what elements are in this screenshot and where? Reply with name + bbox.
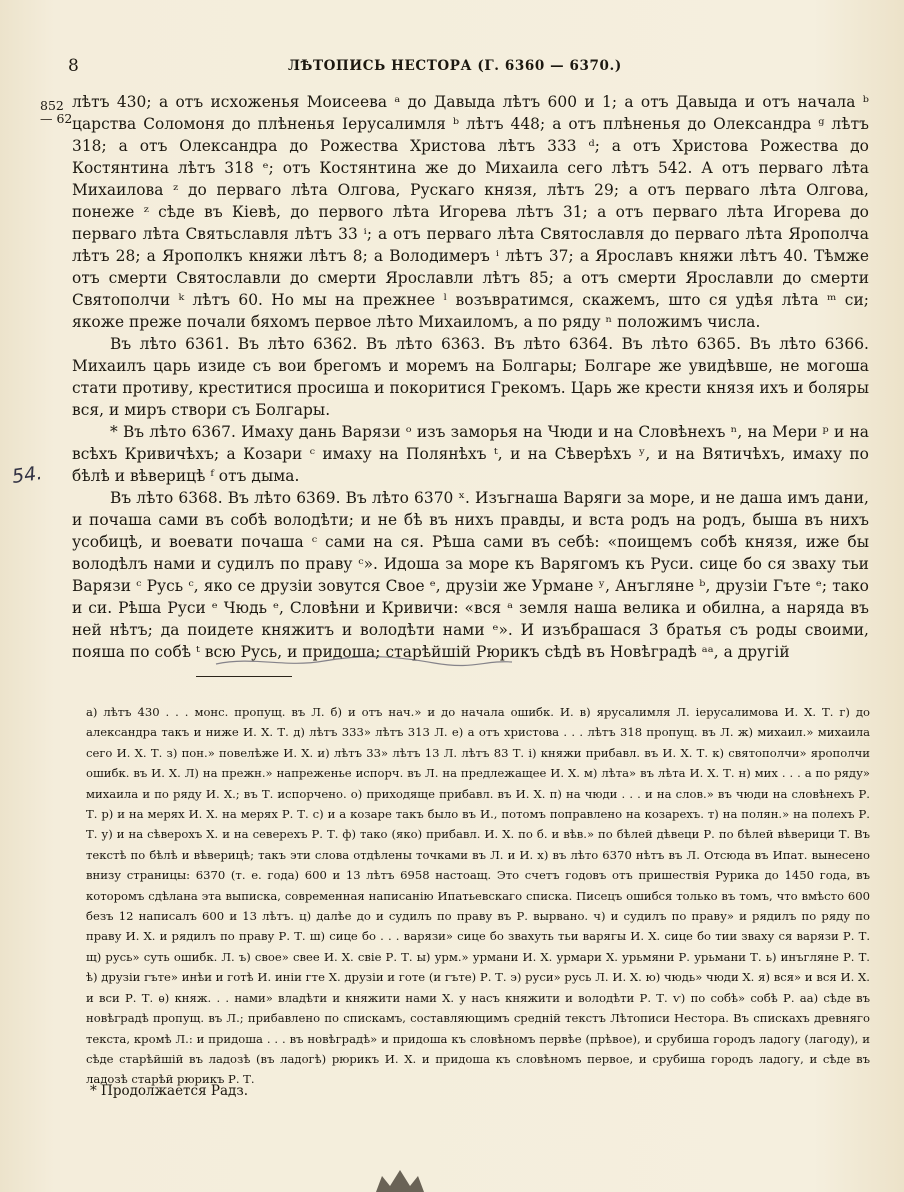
footnote-divider [196,676,292,677]
paragraph-1: лѣтъ 430; а отъ исхоженья Моисеева ᵃ до Давыда лѣтъ 600 и 1; а отъ Давыда и отъ начала ᵇ царства Соломоня до плѣненья Іерусалимля ᵇ лѣтъ 448; а отъ плѣненья до Олександра ᵍ лѣтъ 318; а отъ Олександра до Рожества Христова лѣтъ 333 ᵈ; а отъ Христова Рожества до Костянтина лѣтъ 318 ᵉ; отъ Костянтина же до Михаила сего лѣтъ 542. А отъ перваго лѣта Михаилова ᶻ до перваго лѣта Олгова, Рускаго князя, лѣтъ 29; а отъ перваго лѣта Олгова, понеже ᶻ сѣде въ Кіевѣ, до первого лѣта Игорева лѣтъ 31; а отъ перваго лѣта Игорева до перваго лѣта Святьславля лѣтъ 33 ⁱ; а отъ перваго лѣта Святославля до перваго лѣта Ярополча лѣтъ 28; а Ярополкъ княжи лѣтъ 8; а Володимеръ ⁱ лѣтъ 37; а Ярославъ княжи лѣтъ 40. Тѣмже отъ смерти Святославли до смерти Ярославли лѣтъ 85; а отъ смерти Ярославли до смерти Святополчи ᵏ лѣтъ 60. Но мы на прежнее ˡ возъвратимся, скажемъ, што ся удѣя лѣта ᵐ си; якоже преже почали бяхомъ первое лѣто Михаиломъ, а по ряду ⁿ положимъ числа. [72,93,869,331]
margin-year-end: — 62 [40,111,73,126]
library-stamp-partial [370,1168,430,1192]
running-title: ЛѢТОПИСЬ НЕСТОРА (Г. 6360 — 6370.) [288,58,622,74]
paragraph-2: Въ лѣто 6361. Въ лѣто 6362. Въ лѣто 6363. Въ лѣто 6364. Въ лѣто 6365. Въ лѣто 6366. Михаилъ царь изиде съ вои брегомъ и моремъ на Болгары; Болгаре же увидѣвше, не могоша стати противу, креститися просиша и покоритися Грекомъ. Царь же крести князя ихъ и боляры вся, и миръ створи съ Болгары. [72,335,869,419]
page-header [68,56,868,80]
handwritten-margin-note: 54. [10,462,44,488]
margin-year-range [40,99,72,125]
paragraph-3: * Въ лѣто 6367. Имаху дань Варязи ᵒ изъ заморья на Чюди и на Словѣнехъ ⁿ, на Мери ᵖ и на всѣхъ Кривичѣхъ; а Козари ᶜ имаху на Полянѣхъ ᵗ, и на Сѣверѣхъ ʸ, и на Вятичѣхъ, имаху по бѣлѣ и вѣверицѣ ᶠ отъ дыма. [72,423,869,485]
pen-stroke-mark [214,652,514,670]
paragraph-4: Въ лѣто 6368. Въ лѣто 6369. Въ лѣто 6370 ˣ. Изъгнаша Варяги за море, и не даша имъ дани, и почаша сами въ собѣ володѣти; и не бѣ въ нихъ правды, и вста родъ на родъ, быша въ нихъ усобицѣ, и воевати почаша ᶜ сами на ся. Рѣша сами въ себѣ: «поищемъ собѣ князя, иже бы володѣлъ нами и судилъ по праву ᶜ». Идоша за море къ Варягомъ къ Руси. сице бо ся зваху тьи Варязи ᶜ Русь ᶜ, яко се друзіи зовутся Свое ᵉ, друзіи же Урмане ʸ, Анъгляне ᵇ, друзіи Гъте ᵉ; тако и си. Рѣша Руси ᵉ Чюдь ᵉ, Словѣни и Кривичи: «вся ᵃ земля наша велика и обилна, а наряда въ ней нѣтъ; да поидете княжитъ и володѣти нами ᵉ». И изъбрашася 3 братья съ роды своими, пояша по собѣ ᵗ всю Русь, и придоша; старѣйшій Рюрикъ сѣдѣ въ Новѣградѣ ᵃᵃ, а другій [72,489,869,661]
footnotes: а) лѣтъ 430 . . . монс. пропущ. въ Л. б) и отъ нач.» и до начала ошибк. И. в) ярусалимля Л. іерусалимова И. Х. Т. г) до александра такъ и ниже И. Х. Т. д) лѣтъ 333» лѣтъ 313 Л. е) а отъ христова . . . лѣтъ 318 пропущ. въ Л. ж) михаил.» михаила сего И. Х. Т. з) пон.» повелѣже И. Х. и) лѣтъ 33» лѣтъ 13 Л. лѣтъ 83 Т. і) княжи прибавл. въ И. Х. Т. к) святополчи» ярополчи ошибк. въ И. Х. Л) на прежн.» напреженье испорч. въ Л. на предлежащее И. Х. м) лѣта» въ лѣта И. Х. Т. н) мих . . . а по ряду» михаила и по ряду И. Х.; въ Т. испорчено. о) приходяще прибавл. въ И. Х. п) на чюди . . . и на слов.» въ чюди на словѣнехъ Р. Т. р) и на мерях И. Х. на мерях Р. Т. с) и а козаре такъ было въ И., потомъ поправлено на козарехъ. т) на полян.» на полехъ Р. Т. у) и на сѣверохъ Х. и на северехъ Р. Т. ф) тако (яко) прибавл. И. Х. по б. и вѣв.» по бѣлей дѣвеци Р. по бѣлей вѣверици Т. Въ текстѣ по бѣлѣ и вѣверицѣ; такъ эти слова отдѣлены точками въ Л. и И. х) въ лѣто 6370 нѣтъ въ Л. Отсюда въ Ипат. вынесено внизу страницы: 6370 (т. е. года) 600 и 13 лѣтъ 6958 настоащ. Это счетъ годовъ отъ пришествія Рурика до 1450 года, въ которомъ сдѣлана эта выписка, современная написанію Ипатьевскаго списка. Писецъ ошибся только въ томъ, что вмѣсто 600 безъ 12 написалъ 600 и 13 лѣтъ. ц) далѣе до и судилъ по праву въ Р. вырвано. ч) и судилъ по праву» и рядилъ по ряду по праву И. Х. и рядилъ по праву Р. Т. ш) сице бо . . . варязи» сице бо звахуть тьи варягы И. Х. сице бо тии зваху ся варязи Р. Т. щ) русь» суть ошибк. Л. ъ) свое» свее И. Х. свіе Р. Т. ы) урм.» урмани И. Х. урмари Х. урьмяни Р. урьмани Т. ь) инъгляне Р. Т. ѣ) друзіи гъте» инѣи и готѣ И. иніи гте Х. друзіи и готе (и гъте) Р. Т. э) руси» русь Л. И. Х. ю) чюдь» чюди Х. я) вся» и вся И. Х. и вси Р. Т. ѳ) княж. . . нами» владѣти и княжити нами Х. у насъ княжити и володѣти Р. Т. ѵ) по собѣ» собѣ Р. аа) сѣде въ новѣградѣ пропущ. въ Л.; прибавлено по спискамъ, составляющимъ средній текстъ Лѣтописи Нестора. Въ спискахъ древняго текста, кромѣ Л.: и придоша . . . въ новѣградѣ» и придоша къ словѣномъ первѣе (прѣвое), и срубиша городъ ладогу (лагоду), и сѣде старѣйшій въ ладозѣ (въ ладогѣ) рюрикъ И. Х. и придоша къ словѣномъ первое, и срубиша городъ ладогу, и сѣде въ ладозѣ старѣй рюрикъ Р. Т. [86,705,870,1087]
page-number: 8 [68,56,79,76]
chronicle-text [72,91,869,663]
continuation-note: * Продолжается Радз. [90,1083,248,1099]
margin-year-start: 852 [40,98,64,113]
